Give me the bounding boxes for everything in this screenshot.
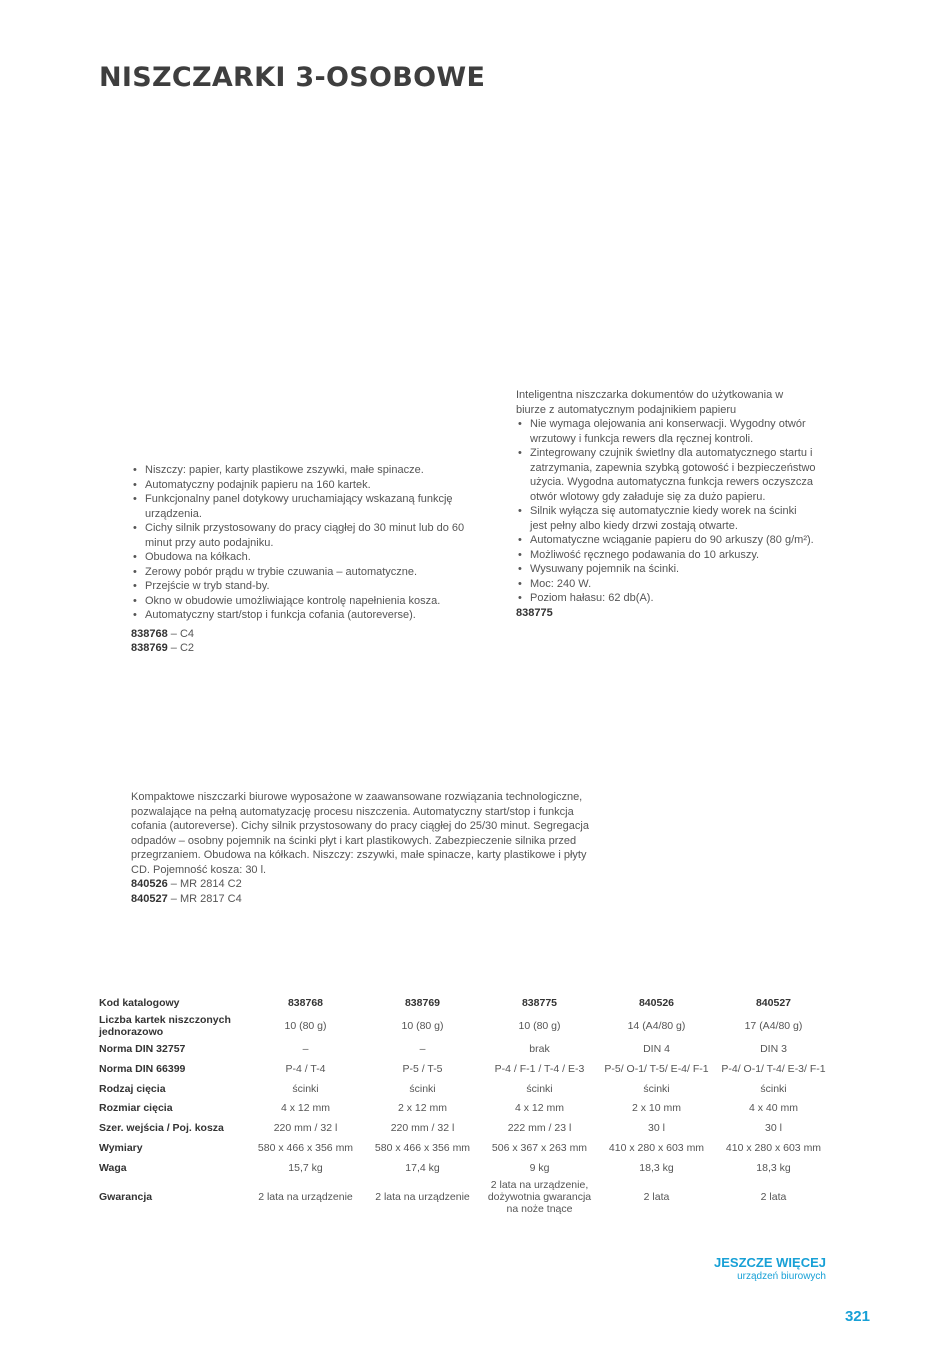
table-row (99, 1118, 832, 1137)
table-cell: 2 x 10 mm (631, 1102, 681, 1114)
column-header: 838768 (287, 996, 324, 1009)
table-cell: – (302, 1043, 309, 1055)
table-cell: ścinki (643, 1082, 670, 1095)
row-label: Rozmiar cięcia (99, 1102, 173, 1114)
table-cell: 18,3 kg (639, 1161, 674, 1174)
table-cell: brak (529, 1043, 550, 1055)
table-cell: 9 kg (529, 1161, 550, 1174)
table-cell: 410 x 280 x 603 mm (608, 1141, 705, 1154)
table-cell: P-4 / F-1 / T-4 / E-3 (494, 1062, 585, 1075)
feature-item: • Zintegrowany czujnik świetlny dla automatycznego startu i zatrzymania, zapewnia szybką gotowość i bezpieczeństwo użycia. Wygodna automatyczna funkcja rewers oczyszcza otwór wlotowy gdy załaduje się za dużo papieru. (516, 446, 816, 504)
table-row (99, 1079, 832, 1098)
more-subtitle: urządzeń biurowych (737, 1271, 826, 1282)
product-description-mr (131, 790, 601, 906)
column-header: 840527 (755, 996, 792, 1009)
table-row (99, 1177, 832, 1217)
row-label: Wymiary (99, 1141, 143, 1154)
feature-item: • Poziom hałasu: 62 db(A). (516, 591, 816, 606)
feature-item: • Możliwość ręcznego podawania do 10 arkuszy. (516, 548, 816, 563)
table-cell: 2 lata (643, 1191, 670, 1203)
row-label: Waga (99, 1161, 127, 1174)
table-cell: 4 x 12 mm (514, 1102, 564, 1114)
product-description-838775 (516, 388, 816, 620)
table-cell: 220 mm / 32 l (273, 1121, 338, 1134)
feature-item: • Wysuwany pojemnik na ścinki. (516, 562, 816, 577)
table-cell: 506 x 367 x 263 mm (491, 1141, 588, 1154)
table-cell: 2 lata na urządzenie (375, 1191, 470, 1203)
table-row (99, 1058, 832, 1079)
table-row (99, 1040, 832, 1058)
feature-item: • Automatyczny start/stop i funkcja cofania (autoreverse). (131, 608, 471, 623)
table-cell: 17,4 kg (405, 1161, 440, 1174)
column-header: 838775 (521, 996, 558, 1009)
catalog-code-line (131, 641, 471, 656)
product-paragraph: Kompaktowe niszczarki biurowe wyposażone w zaawansowane rozwiązania technologiczne, pozwalające na pełną automatyzację procesu niszczenia. Automatyczny start/stop i funkcja cofania (autoreverse). Cichy silnik przystosowany do pracy ciągłej do 25/30 minut. Segregacja odpadów – osobny pojemnik na ścinki płyt i kart plastikowych. Zabezpieczenie silnika przed przegrzaniem. Obudowa na kółkach. Niszczy: zszywki, małe spinacze, karty plastikowe i płyty CD. Pojemność kosza: 30 l. (131, 791, 589, 876)
feature-item: • Moc: 240 W. (516, 577, 816, 592)
table-cell: ścinki (292, 1082, 319, 1095)
table-cell: 2 lata na urządzenie (258, 1191, 353, 1203)
catalog-code: 840527 (131, 892, 168, 905)
table-cell: P-5 / T-5 (402, 1062, 443, 1075)
catalog-code-line (131, 892, 601, 907)
product-description-c4-c2 (131, 463, 471, 656)
row-label: Gwarancja (99, 1191, 153, 1203)
table-cell: 30 l (765, 1121, 782, 1134)
table-cell: ścinki (526, 1082, 553, 1095)
spec-table (99, 993, 832, 1217)
feature-item: • Nie wymaga olejowania ani konserwacji. Wygodny otwór wrzutowy i funkcja rewers dla ręcznej kontroli. (516, 417, 816, 446)
feature-list (131, 463, 471, 623)
feature-item: • Cichy silnik przystosowany do pracy ciągłej do 30 minut lub do 60 minut przy auto podajniku. (131, 521, 471, 550)
table-cell: 14 (A4/80 g) (627, 1020, 686, 1032)
table-cell: 4 x 40 mm (748, 1102, 798, 1114)
feature-item: • Funkcjonalny panel dotykowy uruchamiający wskazaną funkcję urządzenia. (131, 492, 471, 521)
table-cell: 222 mm / 23 l (507, 1121, 572, 1134)
catalog-code-variant: – MR 2814 C2 (167, 878, 242, 890)
product-intro: Inteligentna niszczarka dokumentów do użytkowania w biurze z automatycznym podajnikiem papieru (516, 389, 784, 416)
table-row (99, 1098, 832, 1118)
table-cell: 30 l (648, 1121, 665, 1134)
table-row (99, 1158, 832, 1177)
table-cell: 18,3 kg (756, 1161, 791, 1174)
table-cell: DIN 3 (760, 1043, 787, 1055)
catalog-code: 838769 (131, 642, 168, 654)
table-cell: ścinki (760, 1082, 787, 1095)
row-label: Szer. wejścia / Poj. kosza (99, 1121, 224, 1134)
catalog-codes (131, 627, 471, 656)
feature-item: • Niszczy: papier, karty plastikowe zszywki, małe spinacze. (131, 463, 471, 478)
catalog-code-line (131, 627, 471, 642)
table-cell: P-5/ O-1/ T-5/ E-4/ F-1 (604, 1062, 709, 1075)
table-cell: 2 x 12 mm (397, 1102, 447, 1114)
feature-item: • Przejście w tryb stand-by. (131, 579, 471, 594)
table-cell: 10 (80 g) (284, 1020, 327, 1032)
feature-item: • Silnik wyłącza się automatycznie kiedy worek na ścinki jest pełny albo kiedy drzwi zostają otwarte. (516, 504, 816, 533)
column-header: 840526 (638, 996, 675, 1009)
table-header-row (99, 993, 832, 1012)
more-title: JESZCZE WIĘCEJ (714, 1255, 826, 1270)
table-row (99, 1012, 832, 1040)
table-cell: – (419, 1043, 426, 1055)
feature-item: • Obudowa na kółkach. (131, 550, 471, 565)
feature-item: • Zerowy pobór prądu w trybie czuwania – automatyczne. (131, 565, 471, 580)
feature-item: • Automatyczne wciąganie papieru do 90 arkuszy (80 g/m²). (516, 533, 816, 548)
table-cell: 15,7 kg (288, 1161, 323, 1174)
catalog-code-variant: – C2 (167, 642, 195, 654)
table-cell: 220 mm / 32 l (390, 1121, 455, 1134)
more-devices-link[interactable] (714, 1255, 826, 1283)
catalog-code: 840526 (131, 878, 168, 890)
catalog-code-line (131, 877, 601, 892)
catalog-code-variant: – C4 (167, 627, 195, 640)
table-cell: 580 x 466 x 356 mm (257, 1141, 354, 1154)
catalog-code: 838768 (131, 627, 168, 640)
table-cell: 2 lata na urządzenie, dożywotnia gwarancja na noże tnące (487, 1179, 592, 1215)
catalog-code-line (516, 606, 816, 621)
table-cell: 580 x 466 x 356 mm (374, 1141, 471, 1154)
page-number: 321 (844, 1308, 870, 1325)
row-label: Norma DIN 66399 (99, 1062, 186, 1075)
catalog-code: 838775 (516, 606, 553, 619)
feature-list (516, 417, 816, 606)
table-row (99, 1137, 832, 1158)
table-cell: ścinki (409, 1082, 436, 1095)
table-cell: 17 (A4/80 g) (744, 1020, 803, 1032)
catalog-code-variant: – MR 2817 C4 (167, 892, 242, 905)
row-label: Liczba kartek niszczonych jednorazowo (99, 1014, 231, 1038)
table-cell: 10 (80 g) (518, 1020, 561, 1032)
feature-item: • Automatyczny podajnik papieru na 160 kartek. (131, 478, 471, 493)
column-header: 838769 (404, 996, 441, 1009)
table-cell: DIN 4 (643, 1043, 670, 1055)
row-label: Kod katalogowy (99, 996, 180, 1009)
table-cell: 10 (80 g) (401, 1020, 444, 1032)
page-title: NISZCZARKI 3-OSOBOWE (99, 62, 486, 93)
row-label: Rodzaj cięcia (99, 1082, 166, 1095)
table-cell: P-4/ O-1/ T-4/ E-3/ F-1 (721, 1062, 826, 1075)
table-cell: 2 lata (760, 1191, 787, 1203)
row-label: Norma DIN 32757 (99, 1043, 186, 1055)
table-cell: 410 x 280 x 603 mm (725, 1141, 822, 1154)
feature-item: • Okno w obudowie umożliwiające kontrolę napełnienia kosza. (131, 594, 471, 609)
table-cell: P-4 / T-4 (285, 1062, 326, 1075)
table-cell: 4 x 12 mm (280, 1102, 330, 1114)
